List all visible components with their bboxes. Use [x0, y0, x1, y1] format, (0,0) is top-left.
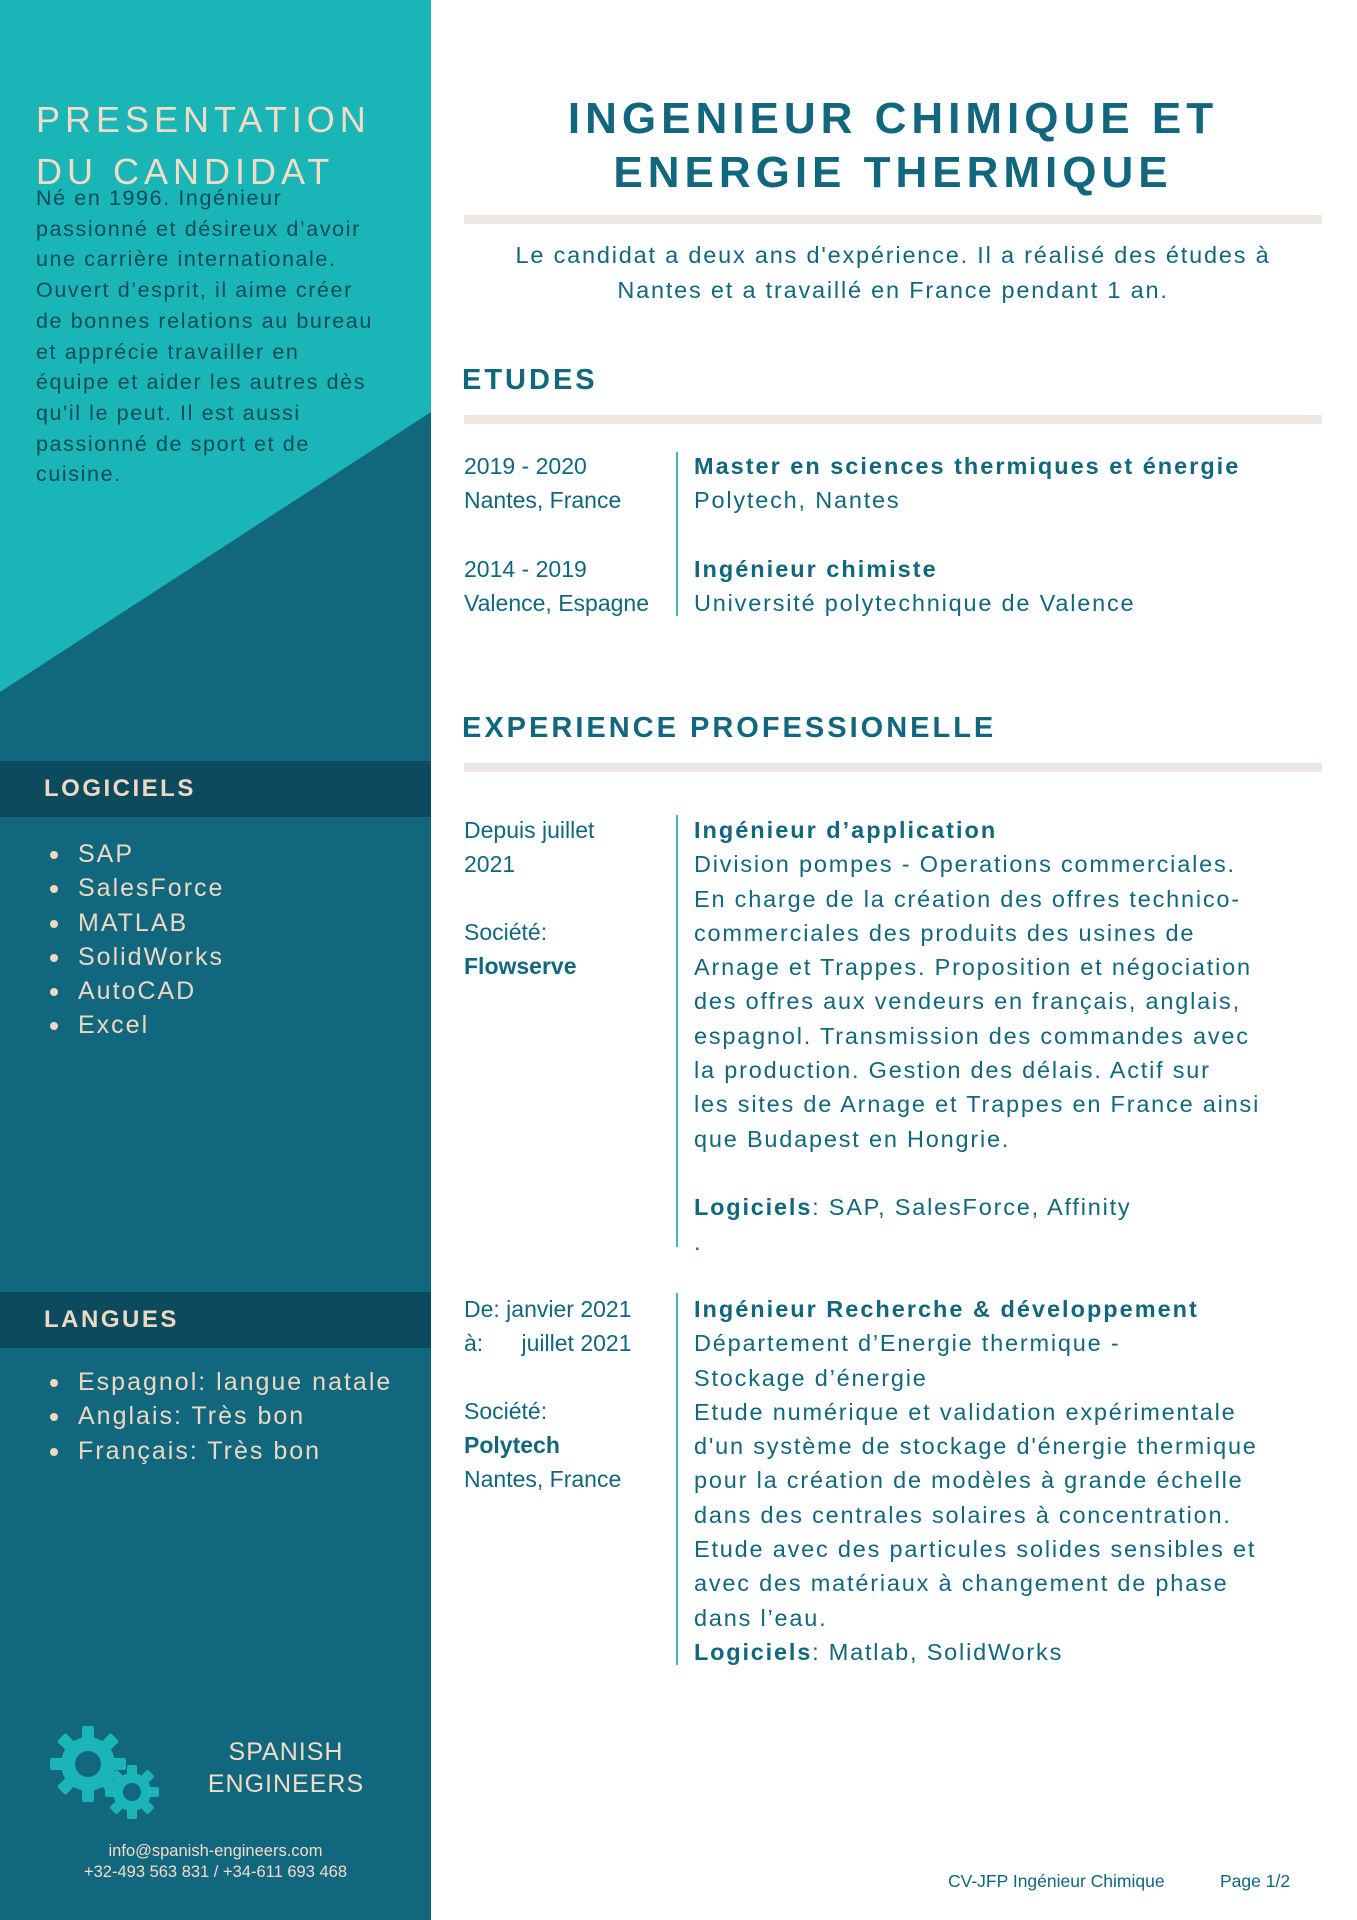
- job-role: Ingénieur Recherche & développement: [694, 1296, 1199, 1322]
- job-date-end: à: juillet 2021: [464, 1330, 632, 1356]
- studies-divider: [464, 415, 1322, 424]
- job-software-list: : SAP, SalesForce, Affinity: [812, 1194, 1132, 1221]
- job-desc-line: commerciales des produits des usines de: [694, 919, 1196, 946]
- job-desc-line: Etude avec des particules solides sensibles et: [694, 1536, 1257, 1563]
- sidebar: [0, 0, 431, 1920]
- job-date-start: Depuis juillet: [464, 817, 595, 843]
- logo-line1: SPANISH: [228, 1738, 344, 1766]
- language-item: Français: Très bon: [44, 1434, 424, 1468]
- logo-line2: ENGINEERS: [207, 1770, 365, 1798]
- page-title-line2: ENERGIE THERMIQUE: [613, 148, 1173, 197]
- intro-line: Né en 1996. Ingénieur: [36, 186, 283, 210]
- study-years: 2019 - 2020: [464, 453, 587, 479]
- intro-line: cuisine.: [36, 462, 122, 487]
- job-desc-line: que Budapest en Hongrie.: [694, 1125, 1011, 1152]
- languages-heading: LANGUES: [44, 1306, 179, 1333]
- intro-line: et apprécie travailler en: [36, 339, 300, 364]
- study-years: 2014 - 2019: [464, 556, 587, 582]
- software-item: SAP: [44, 837, 424, 871]
- job-trailing-dot: .: [694, 1228, 703, 1255]
- job-desc-line: Stockage d’énergie: [694, 1364, 928, 1391]
- candidate-intro: [36, 183, 416, 490]
- study-details: [694, 449, 1334, 518]
- job-desc-line: d'un système de stockage d'énergie thermique: [694, 1433, 1258, 1460]
- footer-document-name: CV-JFP Ingénieur Chimique: [948, 1871, 1165, 1891]
- gears-icon: [50, 1726, 162, 1822]
- intro-line: qu'il le peut. Il est aussi: [36, 400, 301, 425]
- page-title: [464, 92, 1322, 200]
- company-name: Polytech: [464, 1432, 560, 1458]
- job-software-list: : Matlab, SolidWorks: [812, 1638, 1064, 1665]
- experience-heading: EXPERIENCE PROFESSIONELLE: [462, 712, 997, 744]
- intro-line: équipe et aider les autres dès: [36, 370, 367, 395]
- intro-line: Ouvert d’esprit, il aime créer: [36, 278, 353, 303]
- intro-line: une carrière internationale.: [36, 247, 337, 272]
- job-desc-line: la production. Gestion des délais. Actif sur: [694, 1057, 1211, 1084]
- study-details: [694, 552, 1334, 621]
- job-desc-line: Division pompes - Operations commerciales.: [694, 851, 1236, 878]
- job-meta: [464, 813, 669, 983]
- job-software: [694, 1635, 1334, 1669]
- software-item: AutoCAD: [44, 974, 424, 1008]
- job-desc-line: avec des matériaux à changement de phase: [694, 1570, 1229, 1597]
- study-place: Valence, Espagne: [464, 590, 649, 616]
- study-school: Université polytechnique de Valence: [694, 590, 1136, 617]
- job-desc-line: Département d’Energie thermique -: [694, 1330, 1121, 1357]
- job-timeline-line: [676, 815, 678, 1247]
- study-dates: [464, 449, 669, 517]
- company-label: Société:: [464, 919, 548, 945]
- job-desc-line: pour la création de modèles à grande échelle: [694, 1467, 1244, 1494]
- languages-list: [44, 1365, 424, 1468]
- footer-page-number: Page 1/2: [1220, 1871, 1291, 1891]
- job-details: [694, 813, 1334, 1259]
- job-date-end: 2021: [464, 851, 516, 877]
- software-item: SalesForce: [44, 871, 424, 905]
- experience-divider: [464, 763, 1322, 772]
- job-date-start: De: janvier 2021: [464, 1296, 632, 1322]
- studies-timeline-line: [676, 452, 678, 616]
- candidate-summary: [464, 238, 1322, 308]
- job-desc-line: des offres aux vendeurs en français, anglais,: [694, 988, 1241, 1015]
- intro-line: passionné de sport et de: [36, 431, 310, 456]
- job-software-label: Logiciels: [694, 1194, 813, 1221]
- software-item: Excel: [44, 1008, 424, 1042]
- job-role: Ingénieur d’application: [694, 817, 998, 843]
- contact-email[interactable]: info@spanish-engineers.com: [108, 1842, 323, 1860]
- software-item: MATLAB: [44, 906, 424, 940]
- presentation-title-line2: DU CANDIDAT: [36, 151, 335, 193]
- language-item: Anglais: Très bon: [44, 1399, 424, 1433]
- study-dates: [464, 552, 669, 620]
- presentation-title-line1: PRESENTATION: [36, 99, 371, 141]
- job-desc-line: dans des centrales solaires à concentration.: [694, 1501, 1232, 1528]
- software-item: SolidWorks: [44, 940, 424, 974]
- job-timeline-line: [676, 1293, 678, 1665]
- software-list: [44, 837, 424, 1043]
- company-name: Flowserve: [464, 953, 577, 979]
- page-title-line1: INGENIEUR CHIMIQUE ET: [567, 94, 1219, 143]
- job-desc-line: dans l’eau.: [694, 1604, 828, 1631]
- summary-line: Le candidat a deux ans d'expérience. Il a réalisé des études à: [515, 242, 1271, 268]
- job-software: [694, 1190, 1334, 1224]
- title-divider: [464, 215, 1322, 224]
- summary-line: Nantes et a travaillé en France pendant 1 an.: [617, 277, 1169, 303]
- company-label: Société:: [464, 1398, 548, 1424]
- job-meta: [464, 1292, 669, 1496]
- job-desc-line: Arnage et Trappes. Proposition et négociation: [694, 954, 1252, 981]
- job-software-label: Logiciels: [694, 1638, 813, 1665]
- study-school: Polytech, Nantes: [694, 487, 901, 514]
- studies-heading: ETUDES: [462, 364, 598, 396]
- intro-line: de bonnes relations au bureau: [36, 308, 373, 333]
- company-logo-text: [186, 1736, 386, 1800]
- job-desc-line: espagnol. Transmission des commandes avec: [694, 1022, 1250, 1049]
- software-heading-band: [0, 761, 431, 817]
- software-heading: LOGICIELS: [44, 775, 196, 802]
- intro-line: passionné et désireux d’avoir: [36, 216, 361, 241]
- study-degree: Master en sciences thermiques et énergie: [694, 453, 1241, 479]
- job-desc-line: En charge de la création des offres technico-: [694, 885, 1241, 912]
- contact-phones: +32-493 563 831 / +34-611 693 468: [83, 1863, 347, 1881]
- language-item: Espagnol: langue natale: [44, 1365, 424, 1399]
- job-desc-line: Etude numérique et validation expérimentale: [694, 1398, 1237, 1425]
- study-place: Nantes, France: [464, 487, 622, 513]
- study-degree: Ingénieur chimiste: [694, 556, 938, 582]
- job-desc-line: les sites de Arnage et Trappes en France ainsi: [694, 1091, 1261, 1118]
- languages-heading-band: [0, 1292, 431, 1348]
- company-location: Nantes, France: [464, 1466, 622, 1492]
- job-details: [694, 1292, 1334, 1669]
